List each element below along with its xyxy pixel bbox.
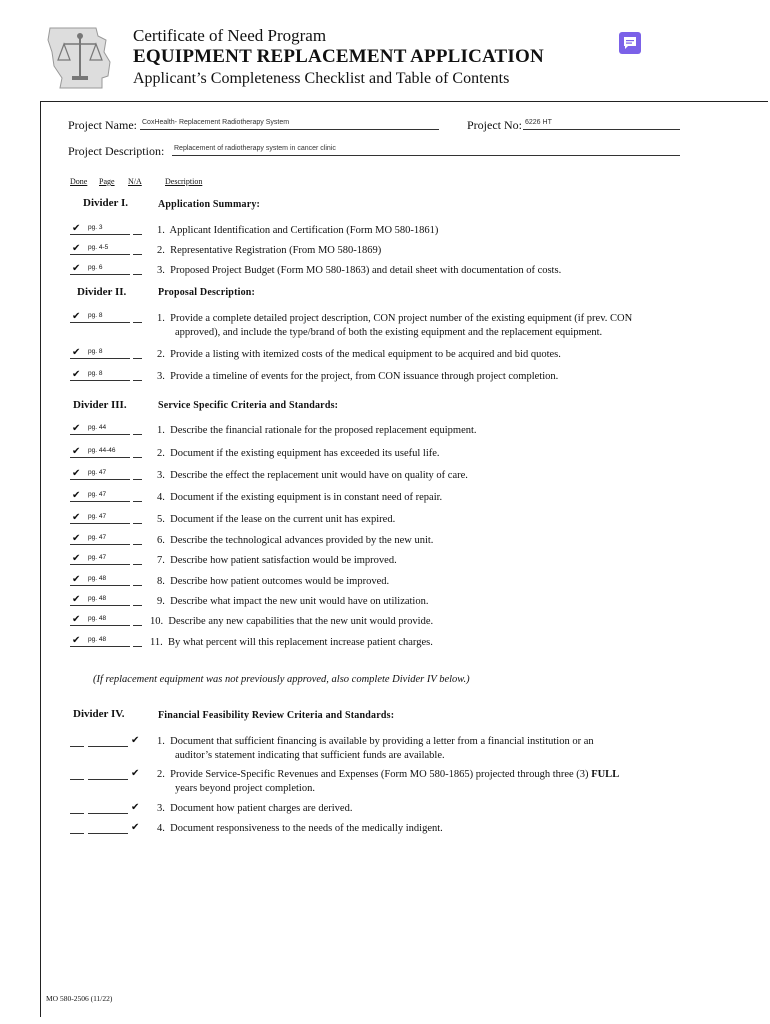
page-ref[interactable]: pg. 48 bbox=[88, 615, 107, 622]
check-mark-icon[interactable]: ✔ bbox=[72, 635, 81, 646]
item-text: 2. Representative Registration (From MO 580-1869) bbox=[157, 245, 382, 256]
page-ref[interactable]: pg. 4-5 bbox=[88, 244, 109, 251]
column-done: Done bbox=[70, 177, 88, 186]
check-mark-icon[interactable]: ✔ bbox=[72, 243, 81, 254]
divider-4-label: Divider IV. bbox=[73, 708, 125, 720]
page-ref[interactable]: pg. 47 bbox=[88, 469, 107, 476]
check-mark-icon[interactable]: ✔ bbox=[72, 553, 81, 564]
column-description: Description bbox=[165, 177, 203, 186]
divider-1-label: Divider I. bbox=[83, 197, 129, 209]
item-text bbox=[157, 768, 619, 782]
item-text: 11. By what percent will this replacement increase patient charges. bbox=[150, 637, 433, 648]
divider-2-label: Divider II. bbox=[77, 286, 127, 298]
check-mark-icon[interactable]: ✔ bbox=[72, 446, 81, 457]
item-text-continued: auditor’s statement indicating that sufficient funds are available. bbox=[175, 750, 445, 761]
item-text: 3. Describe the effect the replacement unit would have on quality of care. bbox=[157, 470, 468, 481]
project-no-label: Project No: bbox=[467, 118, 522, 132]
column-page: Page bbox=[99, 177, 115, 186]
page-ref[interactable]: pg. 8 bbox=[88, 348, 103, 355]
check-mark-icon[interactable]: ✔ bbox=[72, 533, 81, 544]
check-mark-icon[interactable]: ✔ bbox=[72, 490, 81, 501]
item-text: 2. Document if the existing equipment has exceeded its useful life. bbox=[157, 448, 440, 459]
check-mark-icon[interactable]: ✔ bbox=[72, 223, 81, 234]
check-mark-icon[interactable]: ✔ bbox=[72, 311, 81, 322]
check-mark-icon[interactable]: ✔ bbox=[72, 347, 81, 358]
project-description-field[interactable] bbox=[172, 143, 680, 156]
page-ref[interactable]: pg. 8 bbox=[88, 312, 103, 319]
item-text: 3. Proposed Project Budget (Form MO 580-1863) and detail sheet with documentation of costs. bbox=[157, 265, 562, 276]
check-mark-icon[interactable]: ✔ bbox=[72, 594, 81, 605]
item-text: 1. Describe the financial rationale for the proposed replacement equipment. bbox=[157, 425, 477, 436]
page-ref[interactable]: pg. 3 bbox=[88, 224, 103, 231]
divider-3-title: Service Specific Criteria and Standards: bbox=[158, 400, 339, 411]
check-mark-icon[interactable]: ✔ bbox=[72, 614, 81, 625]
missouri-seal-logo bbox=[44, 22, 116, 90]
project-name-value: CoxHealth- Replacement Radiotherapy System bbox=[142, 119, 290, 126]
check-mark-icon[interactable]: ✔ bbox=[131, 802, 140, 813]
form-subtitle: Applicant’s Completeness Checklist and Table of Contents bbox=[133, 70, 510, 87]
divider-iv-note: (If replacement equipment was not previously approved, also complete Divider IV below.) bbox=[93, 674, 470, 685]
column-na: N/A bbox=[128, 177, 142, 186]
divider-1-title: Application Summary: bbox=[158, 199, 261, 210]
project-name-label: Project Name: bbox=[68, 118, 137, 132]
item-text-continued: years beyond project completion. bbox=[175, 783, 315, 794]
item-text: 8. Describe how patient outcomes would be improved. bbox=[157, 576, 390, 587]
check-mark-icon[interactable]: ✔ bbox=[72, 512, 81, 523]
page-ref[interactable]: pg. 47 bbox=[88, 534, 107, 541]
divider-4-title: Financial Feasibility Review Criteria and Standards: bbox=[158, 710, 395, 721]
program-title: Certificate of Need Program bbox=[133, 26, 327, 45]
page-ref[interactable]: pg. 44 bbox=[88, 424, 107, 431]
form-number-footer: MO 580-2506 (11/22) bbox=[46, 994, 113, 1003]
comment-button[interactable] bbox=[619, 32, 641, 54]
project-no-field[interactable] bbox=[523, 117, 680, 130]
item-text: 1. Provide a complete detailed project description, CON project number of the existing equipment (if prev. CON bbox=[157, 313, 633, 324]
page-ref[interactable]: pg. 6 bbox=[88, 264, 103, 271]
item-text-bold: FULL bbox=[591, 769, 620, 780]
check-mark-icon[interactable]: ✔ bbox=[131, 822, 140, 833]
page-ref[interactable]: pg. 8 bbox=[88, 370, 103, 377]
divider-2-title: Proposal Description: bbox=[158, 287, 256, 298]
check-mark-icon[interactable]: ✔ bbox=[131, 768, 140, 779]
form-frame bbox=[40, 101, 768, 1017]
item-text: 6. Describe the technological advances provided by the new unit. bbox=[157, 535, 434, 546]
page-ref[interactable]: pg. 47 bbox=[88, 513, 107, 520]
page-ref[interactable]: pg. 48 bbox=[88, 636, 107, 643]
page-ref[interactable]: pg. 47 bbox=[88, 554, 107, 561]
project-description-value: Replacement of radiotherapy system in cancer clinic bbox=[174, 145, 336, 152]
check-mark-icon[interactable]: ✔ bbox=[72, 574, 81, 585]
item-text-main: 2. Provide Service-Specific Revenues and Expenses (Form MO 580-1865) projected through three (3) bbox=[157, 769, 592, 780]
item-text: 4. Document if the existing equipment is in constant need of repair. bbox=[157, 492, 443, 503]
item-text: 1. Applicant Identification and Certification (Form MO 580-1861) bbox=[157, 225, 439, 236]
item-text: 4. Document responsiveness to the needs of the medically indigent. bbox=[157, 823, 443, 834]
item-text: 2. Provide a listing with itemized costs of the medical equipment to be acquired and bid quotes. bbox=[157, 349, 561, 360]
form-title: EQUIPMENT REPLACEMENT APPLICATION bbox=[133, 46, 544, 67]
page-ref[interactable]: pg. 47 bbox=[88, 491, 107, 498]
item-text: 7. Describe how patient satisfaction would be improved. bbox=[157, 555, 397, 566]
project-no-value: 6226 HT bbox=[525, 119, 552, 126]
check-mark-icon[interactable]: ✔ bbox=[72, 369, 81, 380]
item-text: 1. Document that sufficient financing is available by providing a letter from a financial institution or an bbox=[157, 736, 594, 747]
item-text: 9. Describe what impact the new unit would have on utilization. bbox=[157, 596, 429, 607]
check-mark-icon[interactable]: ✔ bbox=[72, 468, 81, 479]
divider-3-label: Divider III. bbox=[73, 399, 127, 411]
project-description-label: Project Description: bbox=[68, 144, 165, 158]
item-text-continued: approved), and include the type/brand of both the existing equipment and the replacement equipment. bbox=[175, 327, 603, 338]
check-mark-icon[interactable]: ✔ bbox=[72, 263, 81, 274]
check-mark-icon[interactable]: ✔ bbox=[72, 423, 81, 434]
page-ref[interactable]: pg. 44-46 bbox=[88, 447, 116, 454]
page-ref[interactable]: pg. 48 bbox=[88, 575, 107, 582]
check-mark-icon[interactable]: ✔ bbox=[131, 735, 140, 746]
comment-icon bbox=[623, 36, 637, 50]
project-name-field[interactable] bbox=[140, 117, 439, 130]
page-ref[interactable]: pg. 48 bbox=[88, 595, 107, 602]
item-text: 5. Document if the lease on the current unit has expired. bbox=[157, 514, 396, 525]
item-text: 10. Describe any new capabilities that the new unit would provide. bbox=[150, 616, 434, 627]
item-text: 3. Provide a timeline of events for the project, from CON issuance through project completion. bbox=[157, 371, 559, 382]
item-text: 3. Document how patient charges are derived. bbox=[157, 803, 353, 814]
